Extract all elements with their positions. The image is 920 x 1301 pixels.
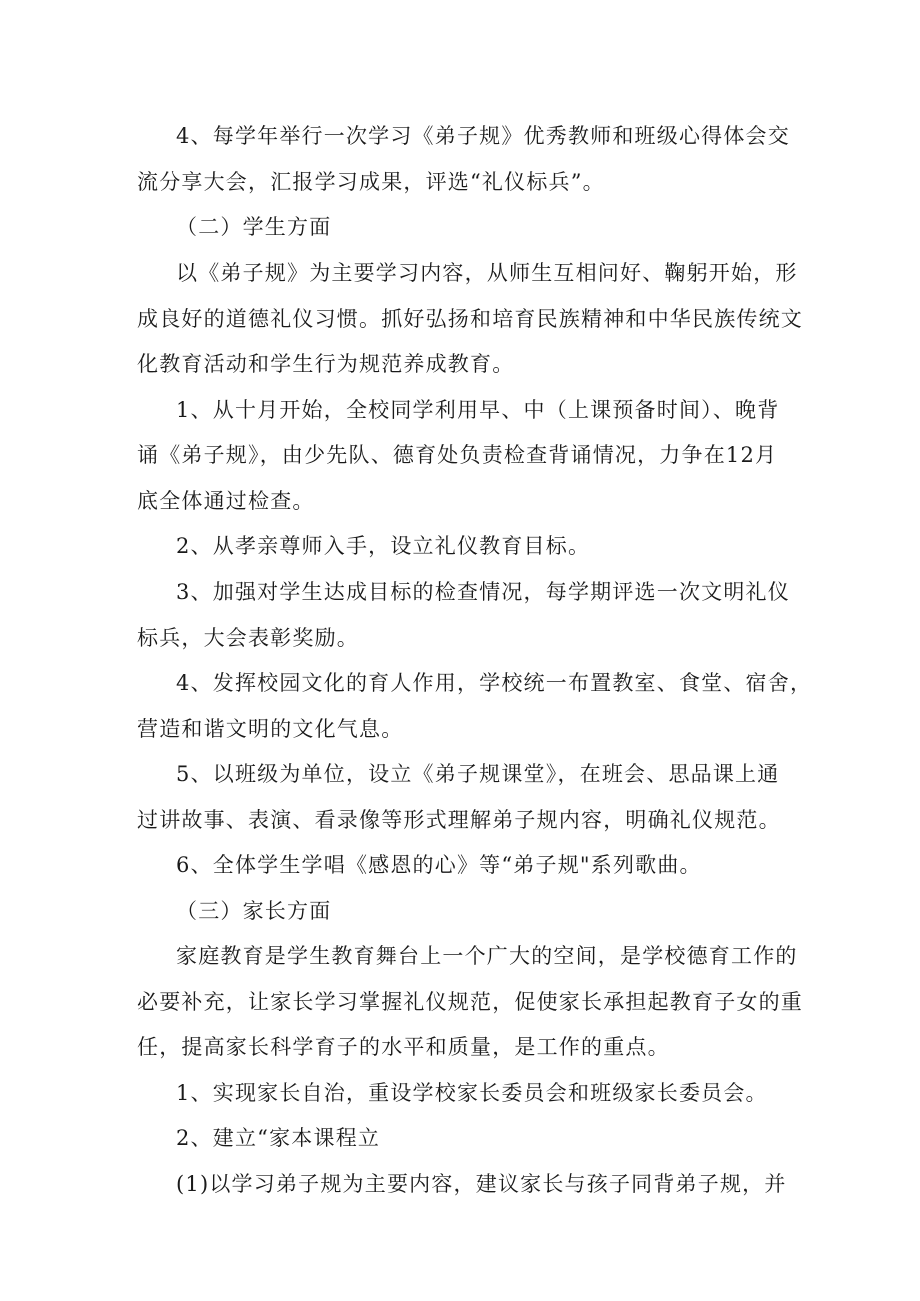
paragraph-students-intro: 以《弟子规》为主要学习内容，从师生互相问好、鞠躬开始，形: [176, 261, 798, 285]
student-item-1: 1、从十月开始，全校同学利用早、中（上课预备时间）、晚背: [176, 398, 780, 422]
paragraph-teacher-item-4: 4、每学年举行一次学习《弟子规》优秀教师和班级心得体会交: [176, 124, 790, 148]
student-item-3-cont: 标兵，大会表彰奖励。: [137, 626, 359, 650]
student-item-4: 4、发挥校园文化的育人作用，学校统一布置教室、食堂、宿舍，: [176, 671, 813, 695]
parent-subitem-1: (1)以学习弟子规为主要内容，建议家长与孩子同背弟子规，并: [176, 1172, 787, 1196]
section-heading-students: （二）学生方面: [176, 215, 332, 239]
student-item-5-cont: 过讲故事、表演、看录像等形式理解弟子规内容，明确礼仪规范。: [137, 808, 781, 832]
paragraph-parents-intro-cont-2: 任，提高家长科学育子的水平和质量，是工作的重点。: [137, 1035, 670, 1059]
section-heading-parents: （三）家长方面: [176, 899, 332, 923]
paragraph-teacher-item-4-cont: 流分享大会，汇报学习成果，评选“礼仪标兵”。: [137, 170, 605, 194]
student-item-2: 2、从孝亲尊师入手，设立礼仪教育目标。: [176, 534, 591, 558]
student-item-1-cont-2: 底全体通过检查。: [137, 489, 315, 513]
student-item-5: 5、以班级为单位，设立《弟子规课堂》，在班会、思品课上通: [176, 762, 780, 786]
student-item-6: 6、全体学生学唱《感恩的心》等“弟子规"系列歌曲。: [176, 853, 702, 877]
parent-item-2: 2、建立“家本课程立: [176, 1126, 381, 1150]
student-item-1-cont-1: 诵《弟子规》，由少先队、德育处负责检查背诵情况，力争在12月: [137, 443, 778, 467]
paragraph-students-intro-cont-1: 成良好的道德礼仪习惯。抓好弘扬和培育民族精神和中华民族传统文: [137, 307, 803, 331]
parent-item-1: 1、实现家长自治，重设学校家长委员会和班级家长委员会。: [176, 1081, 768, 1105]
student-item-4-cont: 营造和谐文明的文化气息。: [137, 717, 404, 741]
paragraph-parents-intro-cont-1: 必要补充，让家长学习掌握礼仪规范，促使家长承担起教育子女的重: [137, 990, 803, 1014]
student-item-3: 3、加强对学生达成目标的检查情况，每学期评选一次文明礼仪: [176, 580, 790, 604]
paragraph-students-intro-cont-2: 化教育活动和学生行为规范养成教育。: [137, 352, 515, 376]
paragraph-parents-intro: 家庭教育是学生教育舞台上一个广大的空间，是学校德育工作的: [176, 944, 798, 968]
